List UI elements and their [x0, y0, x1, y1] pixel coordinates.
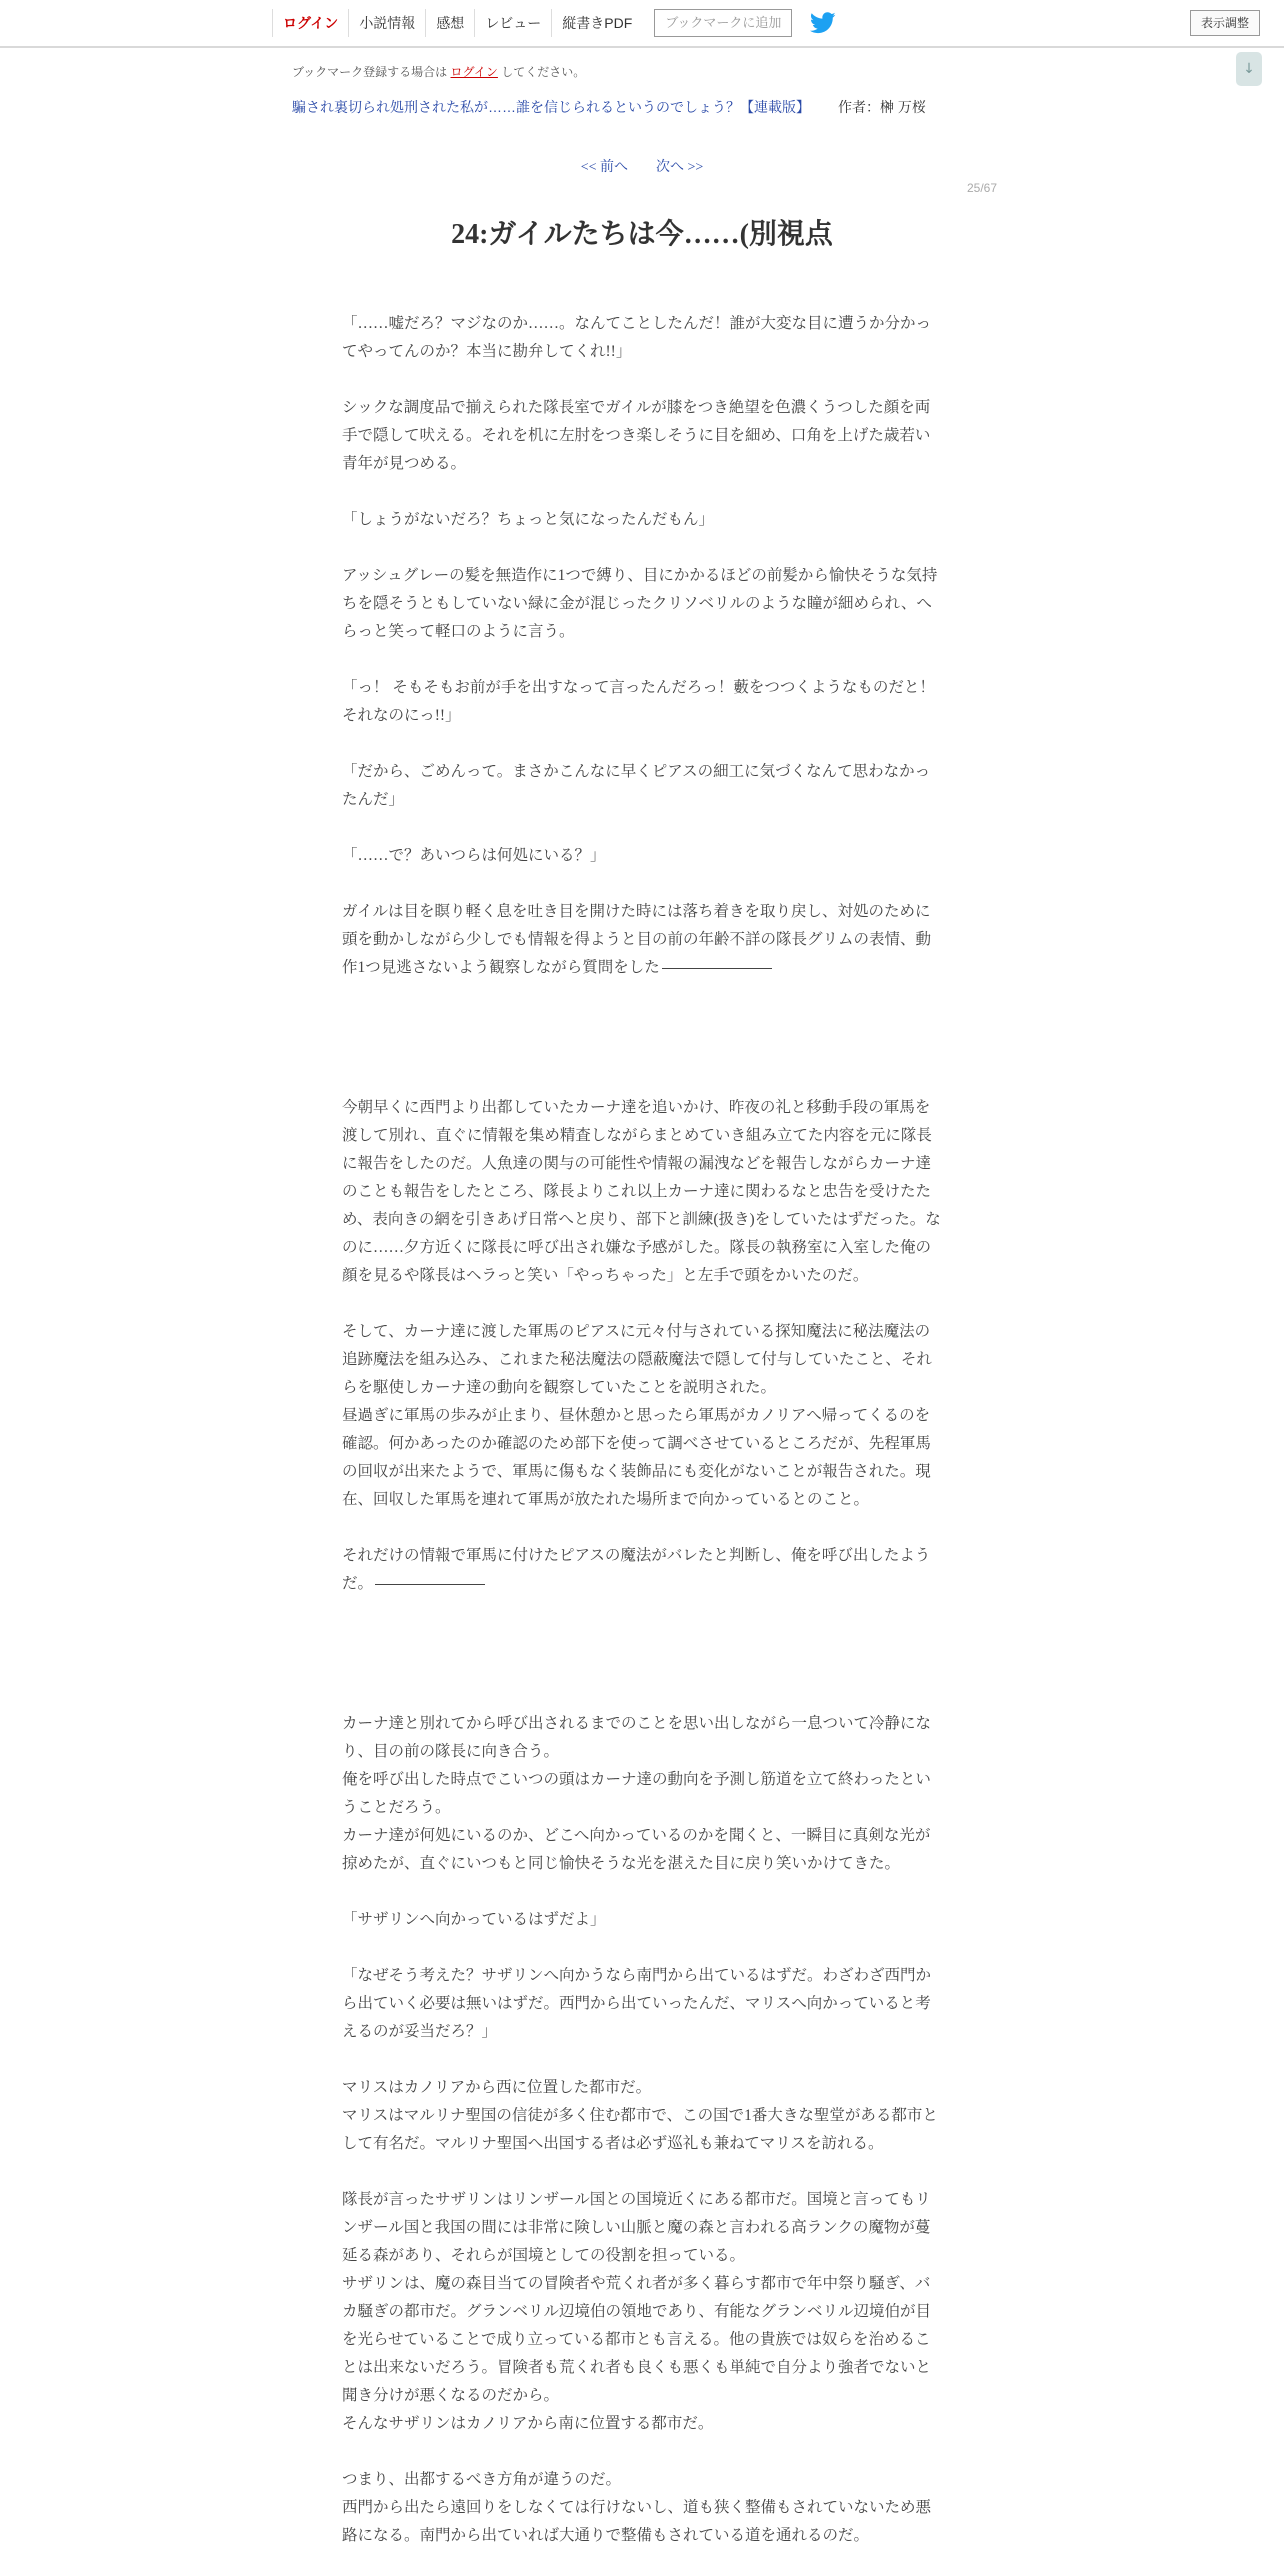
- paragraph: サザリンは、魔の森目当ての冒険者や荒くれ者が多く暮らす都市で年中祭り騒ぎ、バカ騒ぎの都市だ。グランベリル辺境伯の領地であり、有能なグランベリル辺境伯が目を光らせていることで成り立っている都市とも言える。他の貴族では奴らを治めることは出来ないだろう。冒険者も荒くれ者も良くも悪くも単純で自分より強者でないと聞き分けが悪くなるのだから。: [342, 2275, 932, 2404]
- nav-menu: [272, 0, 836, 46]
- paragraph: 俺を呼び出した時点でこいつの頭はカーナ達の動向を予測し筋道を立て終わったということだろう。: [342, 1771, 931, 1816]
- login-note-text-after: してください。: [501, 65, 586, 79]
- paragraph-text: それだけの情報で軍馬に付けたピアスの魔法がバレたと判断し、俺を呼び出したようだ。: [342, 1547, 931, 1592]
- paragraph: 「だから、ごめんって。まさかこんなに早くピアスの細工に気づくなんて思わなかったんだ」: [342, 763, 931, 808]
- chapter-title: 24:ガイルたちは今……(別視点: [451, 219, 833, 250]
- next-episode-link[interactable]: 次へ >>: [656, 160, 704, 175]
- scroll-down-arrow-icon[interactable]: ↓: [1236, 52, 1262, 86]
- paragraph: カーナ達が何処にいるのか、どこへ向かっているのかを聞くと、一瞬目に真剣な光が掠めたが、直ぐにいつもと同じ愉快そうな光を湛えた目に戻り笑いかけてきた。: [342, 1827, 931, 1872]
- twitter-icon[interactable]: [810, 12, 836, 34]
- paragraph: そんなサザリンはカノリアから南に位置する都市だ。: [342, 2415, 714, 2432]
- paragraph: カーナ達と別れてから呼び出されるまでのことを思い出しながら一息ついて冷静になり、目の前の隊長に向き合う。: [342, 1715, 932, 1760]
- top-navigation-bar: [0, 0, 1284, 48]
- paragraph: 「……で？あいつらは何処にいる？」: [342, 847, 606, 864]
- author-name: 作者：榊 万桜: [838, 99, 926, 115]
- nav-vertical-pdf-link[interactable]: 縦書きPDF: [551, 9, 642, 37]
- nav-review-link[interactable]: レビュー: [474, 9, 551, 37]
- em-dash-line: [375, 1584, 485, 1585]
- paragraph: 「……嘘だろ？マジなのか……。なんてことしたんだ！誰が大変な目に遭うか分かってやってんのか？本当に勘弁してくれ!!」: [342, 315, 932, 360]
- bookmark-login-note: [292, 63, 585, 80]
- paragraph: つまり、出都するべき方角が違うのだ。: [342, 2471, 622, 2488]
- paragraph: 「サザリンへ向かっているはずだよ」: [342, 1911, 606, 1928]
- paragraph-text: ガイルは目を瞑り軽く息を吐き目を開けた時には落ち着きを取り戻し、対処のために頭を動かしながら少しでも情報を得ようと目の前の年齢不詳の隊長グリムの表情、動作1つ見逃さないよう観察しながら質問をした: [342, 903, 932, 976]
- em-dash-line: [662, 968, 772, 969]
- paragraph-with-dash: [342, 1542, 944, 1598]
- episode-pager: [0, 156, 1284, 176]
- paragraph: 隊長が言ったサザリンはリンザール国との国境近くにある都市だ。国境と言ってもリンザール国と我国の間には非常に険しい山脈と魔の森と言われる高ランクの魔物が蔓延る森があり、それらが国境としての役割を担っている。: [342, 2191, 931, 2264]
- paragraph: シックな調度品で揃えられた隊長室でガイルが膝をつき絶望を色濃くうつした顔を両手で隠して吠える。それを机に左肘をつき楽しそうに目を細め、口角を上げた歳若い青年が見つめる。: [342, 399, 931, 472]
- novel-body: [342, 310, 944, 2550]
- nav-novel-info-link[interactable]: 小説情報: [348, 9, 425, 37]
- display-settings-button[interactable]: 表示調整: [1190, 10, 1260, 36]
- login-note-text: ブックマーク登録する場合は: [292, 65, 448, 79]
- add-bookmark-button[interactable]: ブックマークに追加: [654, 9, 792, 37]
- paragraph: 今朝早くに西門より出都していたカーナ達を追いかけ、昨夜の礼と移動手段の軍馬を渡して別れ、直ぐに情報を集め精査しながらまとめていき組み立てた内容を元に隊長に報告をしたのだ。人魚達の関与の可能性や情報の漏洩などを報告しながらカーナ達のことも報告をしたところ、隊長よりこれ以上カーナ達に関わるなと忠告を受けたため、表向きの網を引きあげ日常へと戻り、部下と訓練(扱き)をしていたはずだった。なのに……夕方近くに隊長に呼び出され嫌な予感がした。隊長の執務室に入室した俺の顔を見るや隊長はヘラっと笑い「やっちゃった」と左手で頭をかいたのだ。: [342, 1099, 941, 1284]
- nav-login-link[interactable]: ログイン: [272, 9, 348, 37]
- paragraph: アッシュグレーの髪を無造作に1つで縛り、目にかかるほどの前髪から愉快そうな気持ちを隠そうともしていない緑に金が混じったクリソベリルのような瞳が細められ、へらっと笑って軽口のように言う。: [342, 567, 938, 640]
- paragraph: 昼過ぎに軍馬の歩みが止まり、昼休憩かと思ったら軍馬がカノリアへ帰ってくるのを確認。何かあったのか確認のため部下を使って調べさせているところだが、先程軍馬の回収が出来たようで、軍馬に傷もなく装飾品にも変化がないことが報告された。現在、回収した軍馬を連れて軍馬が放たれた場所まで向かっているとのこと。: [342, 1407, 931, 1508]
- paragraph: 西門から出たら遠回りをしなくては行けないし、道も狭く整備もされていないため悪路になる。南門から出ていれば大通りで整備もされている道を通れるのだ。: [342, 2499, 932, 2544]
- paragraph: マリスはカノリアから西に位置した都市だ。: [342, 2079, 652, 2096]
- paragraph: 「っ！ そもそもお前が手を出すなって言ったんだろっ！藪をつつくようなものだと！それなのにっ!!」: [342, 679, 935, 724]
- paragraph: 「しょうがないだろ？ちょっと気になったんだもん」: [342, 511, 715, 528]
- paragraph: マリスはマルリナ聖国の信徒が多く住む都市で、この国で1番大きな聖堂がある都市として有名だ。マルリナ聖国へ出国する者は必ず巡礼も兼ねてマリスを訪れる。: [342, 2107, 938, 2152]
- series-title-link[interactable]: 騙され裏切られ処刑された私が……誰を信じられるというのでしょう？【連載版】: [292, 99, 810, 115]
- nav-impressions-link[interactable]: 感想: [425, 9, 474, 37]
- login-note-link[interactable]: ログイン: [450, 65, 498, 79]
- episode-counter: 25/67: [966, 181, 997, 195]
- paragraph: そして、カーナ達に渡した軍馬のピアスに元々付与されている探知魔法に秘法魔法の追跡魔法を組み込み、これまた秘法魔法の隠蔽魔法で隠して付与していたこと、それらを駆使しカーナ達の動向を観察していたことを説明された。: [342, 1323, 932, 1396]
- paragraph: 「なぜそう考えた？サザリンへ向かうなら南門から出ているはずだ。わざわざ西門から出ていく必要は無いはずだ。西門から出ていったんだ、マリスへ向かっていると考えるのが妥当だろ？」: [342, 1967, 932, 2040]
- paragraph-with-dash: [342, 898, 944, 982]
- prev-episode-link[interactable]: << 前へ: [580, 160, 628, 175]
